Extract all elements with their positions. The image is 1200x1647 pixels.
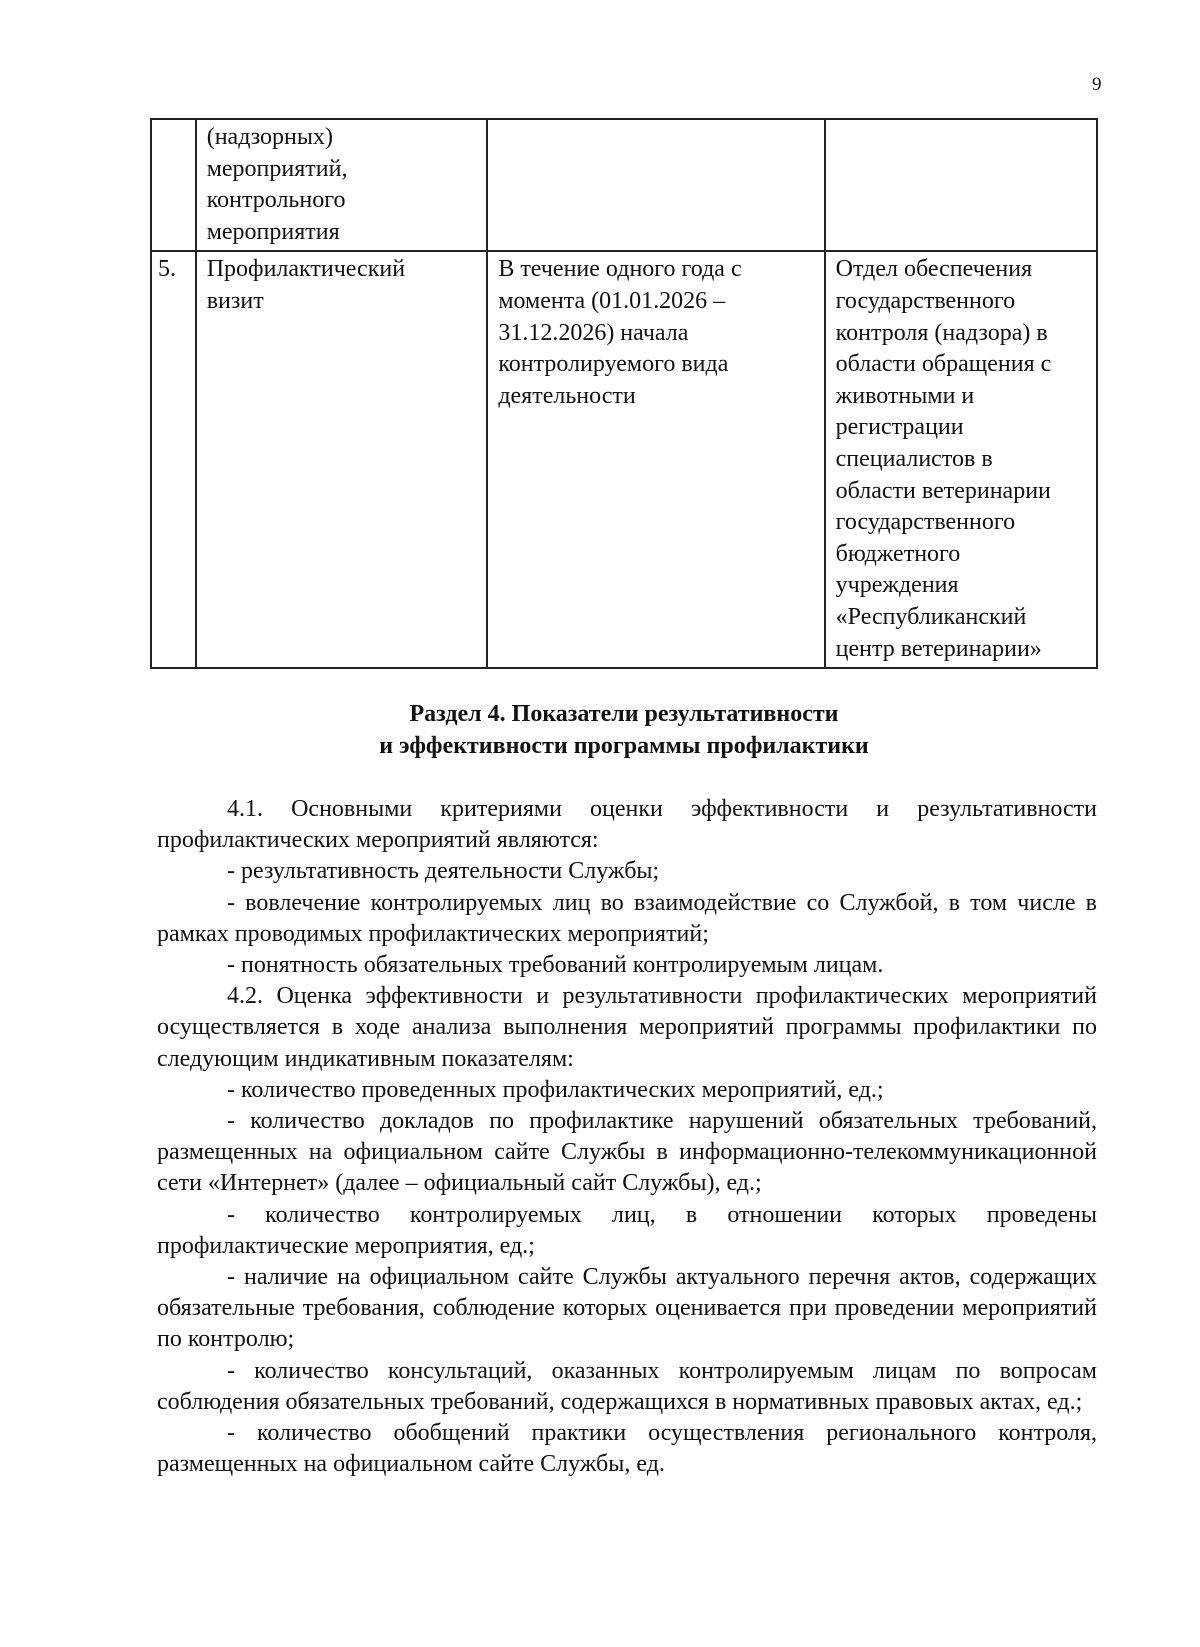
page-number: 9 [1092,74,1102,95]
section-title-line: и эффективности программы профилактики [379,733,869,759]
responsible-line: Отдел обеспечения [835,256,1033,283]
event-cell [196,119,488,251]
indicator-item: - количество проведенных профилактических мероприятий, ед.; [227,1076,884,1103]
indicator-item: - количество докладов по профилактике нарушений обязательных требований, размещенных на официальном сайте Службы в информационно-телекоммуникационной сети «Интернет» (далее – официальный сайт Службы), ед.; [157,1108,1097,1197]
term-line: момента (01.01.2026 – [498,287,726,314]
section-heading [150,698,1098,762]
responsible-line: «Республиканский [835,603,1027,630]
row-number-cell [151,119,196,251]
table-row [151,119,1097,251]
term-line: 31.12.2026) начала [498,319,689,346]
paragraph-4-2: 4.2. Оценка эффективности и результативности профилактических мероприятий осуществляется в ходе анализа выполнения мероприятий программы профилактики по следующим индикативным показателям: [157,983,1097,1072]
responsible-line: государственного [835,287,1016,314]
responsible-cell [825,119,1097,251]
section-title-line: Раздел 4. Показатели результативности [409,701,839,727]
criteria-item: - вовлечение контролируемых лиц во взаимодействие со Службой, в том числе в рамках проводимых профилактических мероприятий; [157,889,1097,947]
indicator-item: - количество контролируемых лиц, в отношении которых проведены профилактические мероприятия, ед.; [157,1201,1097,1259]
event-line: мероприятий, [206,155,348,182]
term-line: деятельности [498,382,636,409]
responsible-line: области ветеринарии [835,477,1051,504]
paragraph-4-1: 4.1. Основными критериями оценки эффективности и результативности профилактических мероприятий являются: [157,796,1097,854]
event-line: контрольного [206,187,346,214]
measures-table [150,118,1098,669]
term-cell [487,251,824,668]
criteria-item: - результативность деятельности Службы; [227,858,660,885]
event-line: мероприятия [206,218,340,245]
criteria-item: - понятность обязательных требований контролируемым лицам. [227,952,884,979]
event-line: визит [206,287,264,314]
responsible-line: государственного [835,509,1016,536]
term-cell [487,119,824,251]
responsible-line: животными и [835,382,975,409]
section-body [157,794,1097,1480]
responsible-cell [825,251,1097,668]
term-line: контролируемого вида [498,351,729,378]
responsible-line: специалистов в [835,445,993,472]
term-line: В течение одного года с [498,256,742,283]
event-cell [196,251,488,668]
indicator-item: - количество обобщений практики осуществления регионального контроля, размещенных на официальном сайте Службы, ед. [157,1420,1097,1478]
row-number-cell: 5. [151,251,196,668]
event-line: Профилактический [206,256,406,283]
event-line: (надзорных) [206,124,333,150]
indicator-item: - количество консультаций, оказанных контролируемым лицам по вопросам соблюдения обязательных требований, содержащихся в нормативных правовых актах, ед.; [157,1357,1097,1415]
responsible-line: области обращения с [835,351,1052,378]
responsible-line: регистрации [835,414,964,441]
indicator-item: - наличие на официальном сайте Службы актуального перечня актов, содержащих обязательные требования, соблюдение которых оценивается при проведении мероприятий по контролю; [157,1264,1097,1353]
responsible-line: контроля (надзора) в [835,319,1048,346]
table-row [151,251,1097,668]
responsible-line: учреждения [835,572,959,599]
responsible-line: бюджетного [835,540,961,567]
responsible-line: центр ветеринарии» [835,635,1042,662]
